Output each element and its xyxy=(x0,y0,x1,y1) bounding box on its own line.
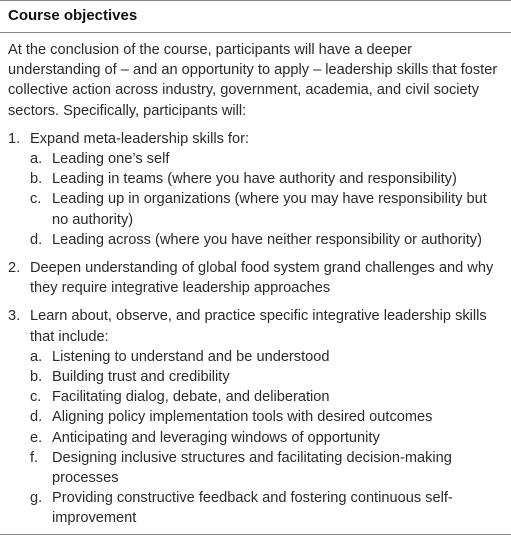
sub-letter: f. xyxy=(30,449,39,466)
objective-text: Expand meta-leadership skills for: xyxy=(30,130,250,147)
bottom-rule xyxy=(0,534,511,535)
sub-letter: b. xyxy=(30,171,43,188)
intro-paragraph: At the conclusion of the course, participants will have a deeper understanding of – and an opportunity to apply – leadership skills that foster collective action across industry, government, academia, and civil society sectors. Specifically, participants will: xyxy=(8,42,498,119)
sub-item xyxy=(30,169,506,189)
sub-item xyxy=(30,387,506,407)
sub-text: Facilitating dialog, debate, and deliberation xyxy=(52,389,330,406)
sub-letter: e. xyxy=(30,429,43,446)
sub-text: Leading one’s self xyxy=(52,151,170,168)
sub-letter: b. xyxy=(30,369,43,386)
objective-item-3 xyxy=(8,306,506,528)
sub-letter: d. xyxy=(30,409,43,426)
box-title: Course objectives xyxy=(8,7,138,24)
sub-text: Providing constructive feedback and fostering continuous self-improvement xyxy=(52,490,453,527)
sub-text: Leading up in organizations (where you may have responsibility but no authority) xyxy=(52,191,487,228)
objective-text: Learn about, observe, and practice specific integrative leadership skills that include: xyxy=(30,308,487,345)
objective-number: 3. xyxy=(8,308,21,325)
sub-text: Listening to understand and be understood xyxy=(52,348,330,365)
sub-item xyxy=(30,407,506,427)
sub-text: Leading in teams (where you have authority and responsibility) xyxy=(52,171,457,188)
top-rule xyxy=(0,0,511,1)
sub-letter: c. xyxy=(30,191,42,208)
sub-letter: g. xyxy=(30,490,43,507)
objective-text: Deepen understanding of global food system grand challenges and why they require integrative leadership approaches xyxy=(30,260,494,297)
sub-letter: d. xyxy=(30,231,43,248)
objective-item-2 xyxy=(8,258,506,298)
sub-item xyxy=(30,428,506,448)
objective-number: 1. xyxy=(8,130,21,147)
sub-text: Leading across (where you have neither responsibility or authority) xyxy=(52,231,482,248)
sub-item xyxy=(30,448,506,488)
sub-letter: a. xyxy=(30,348,43,365)
sub-item xyxy=(30,230,506,250)
objective-number: 2. xyxy=(8,260,21,277)
objective-item-1 xyxy=(8,129,506,250)
sub-text: Building trust and credibility xyxy=(52,369,230,386)
sub-text: Anticipating and leveraging windows of opportunity xyxy=(52,429,380,446)
sub-text: Aligning policy implementation tools with desired outcomes xyxy=(52,409,433,426)
box-content xyxy=(8,40,506,537)
sub-item xyxy=(30,189,506,229)
sub-text: Designing inclusive structures and facilitating decision-making processes xyxy=(52,449,452,487)
sub-item xyxy=(30,149,506,169)
sub-item xyxy=(30,347,506,367)
title-rule xyxy=(0,32,511,33)
sub-letter: c. xyxy=(30,389,42,406)
sub-item xyxy=(30,488,506,528)
sub-item xyxy=(30,367,506,387)
sub-letter: a. xyxy=(30,151,43,168)
